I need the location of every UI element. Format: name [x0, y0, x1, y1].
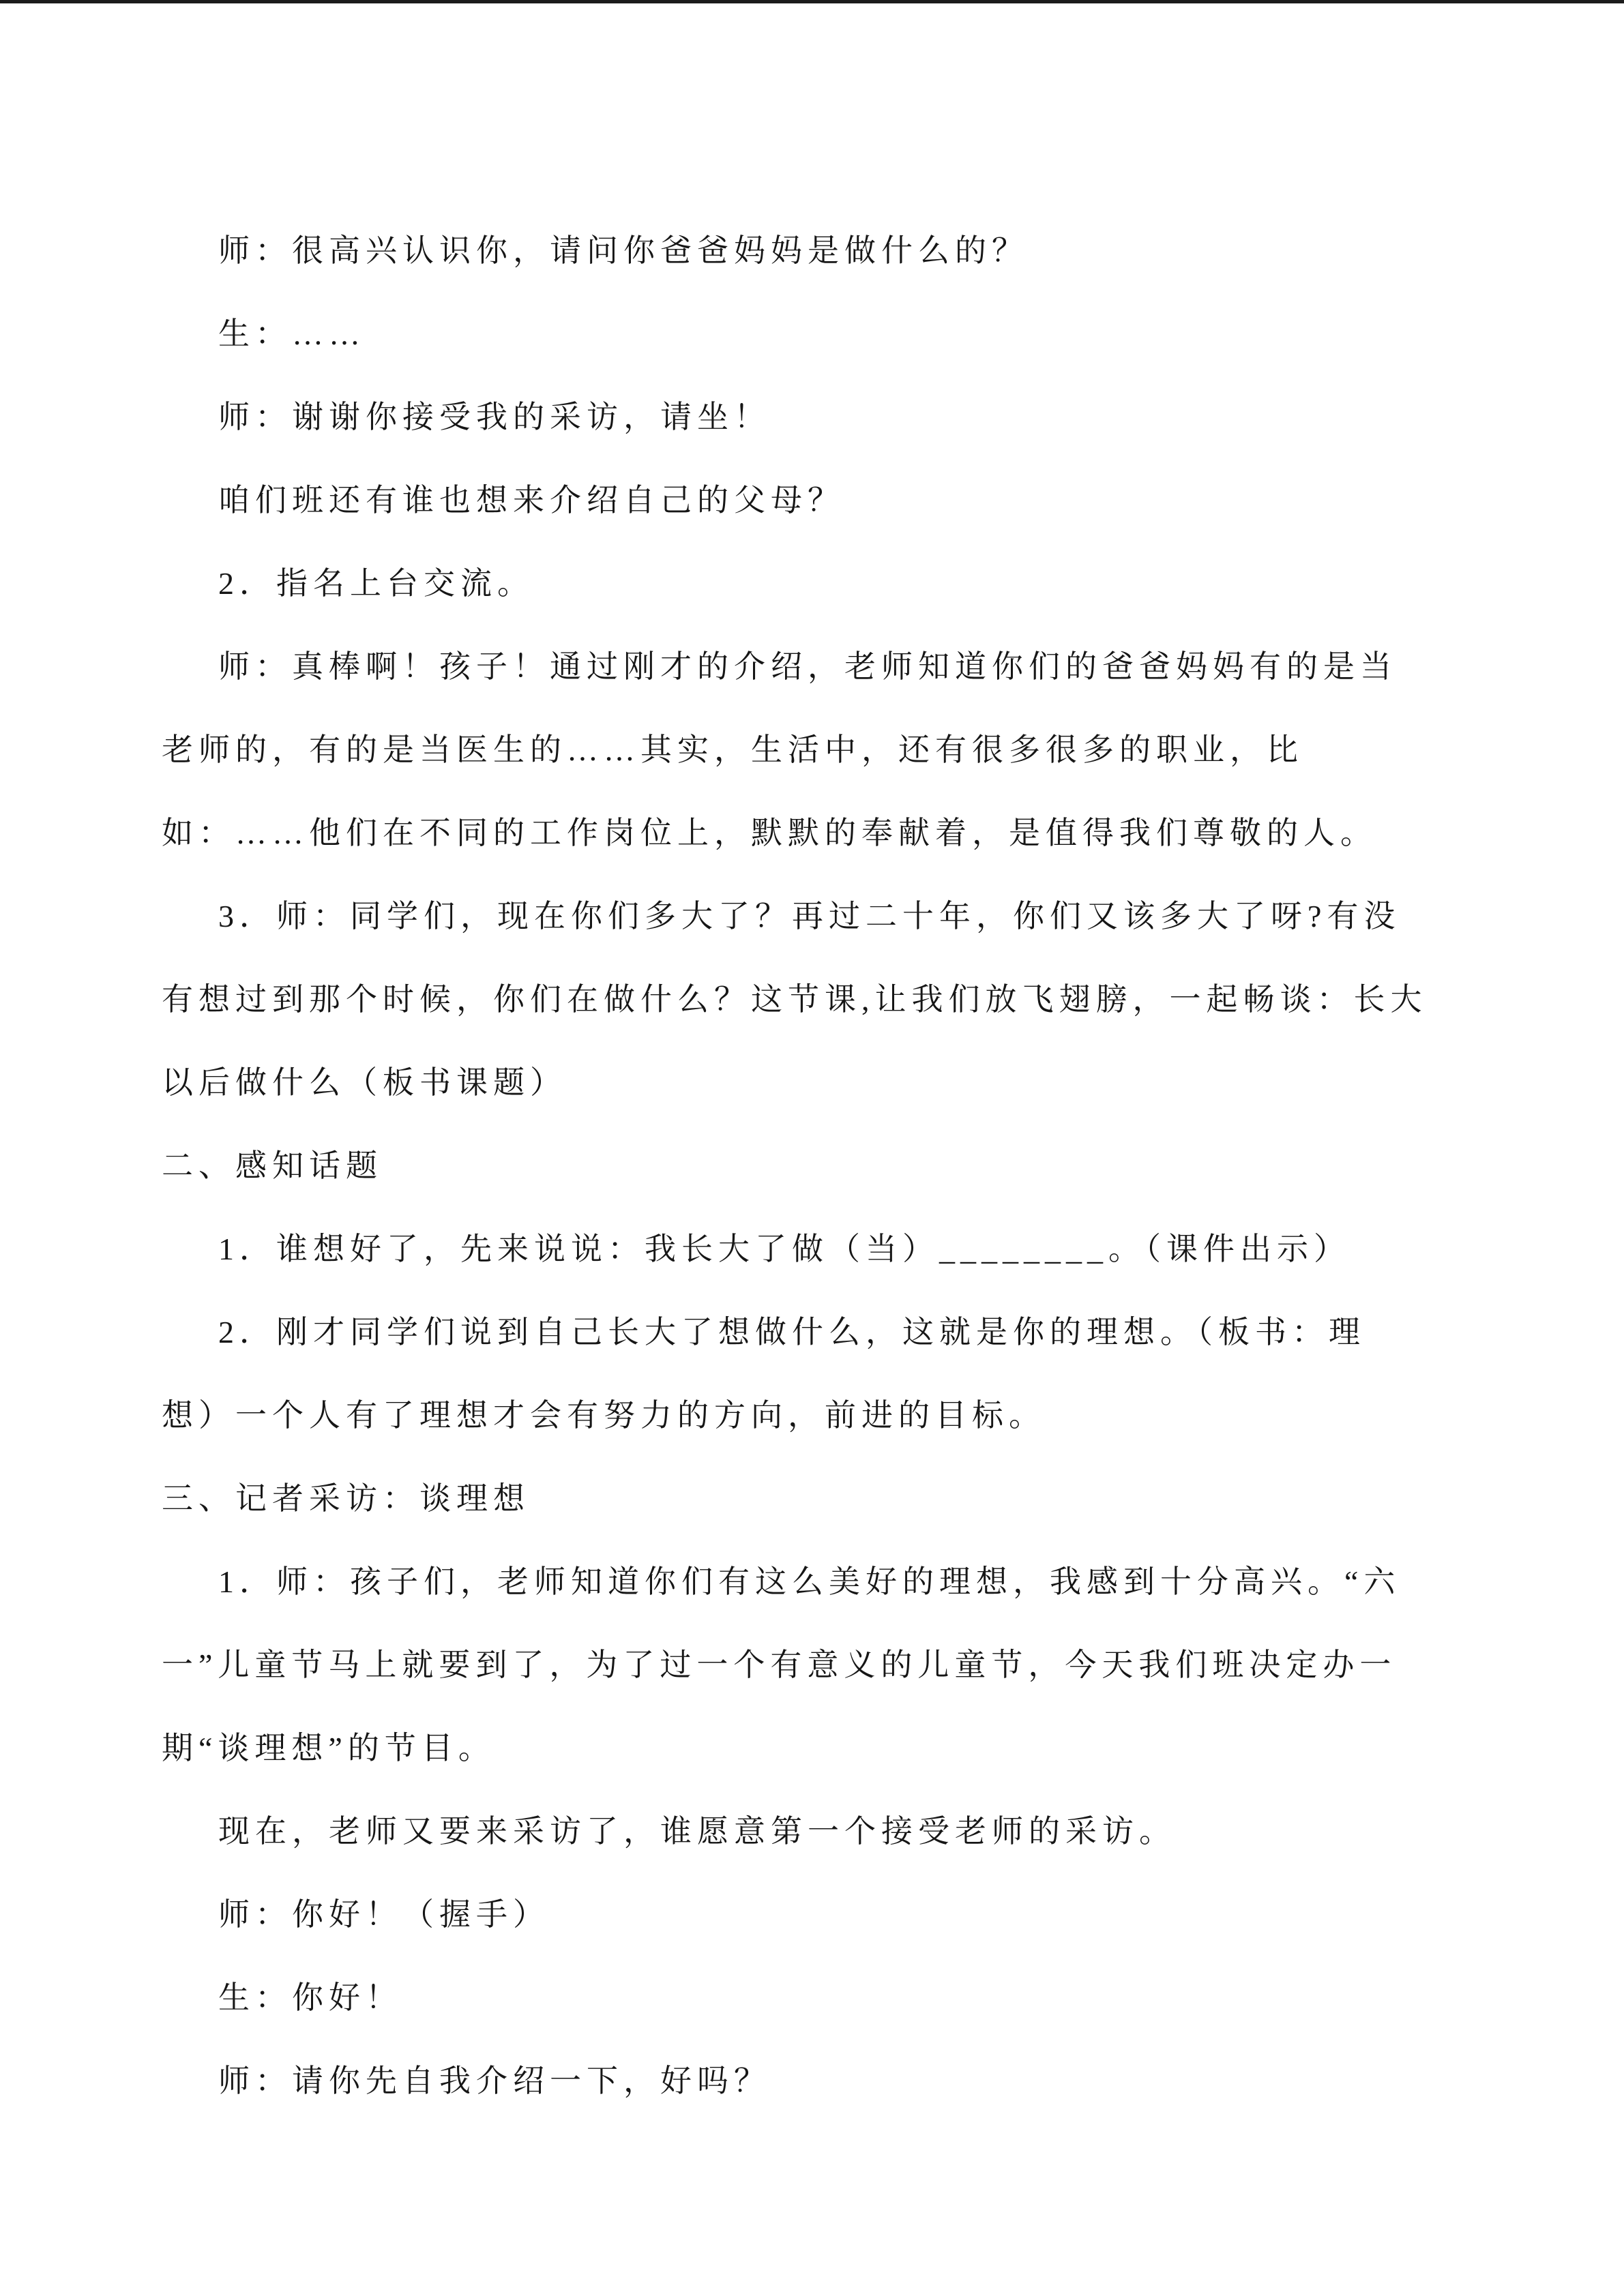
text-line: 二、感知话题 — [162, 1148, 383, 1183]
text-line: 现在，老师又要来采访了，谁愿意第一个接受老师的采访。 — [218, 1814, 1176, 1849]
text-line: 期“谈理想”的节目。 — [162, 1731, 495, 1765]
text-line: 老师的，有的是当医生的……其实，生活中，还有很多很多的职业，比 — [162, 732, 1303, 767]
text-line: 1．师：孩子们，老师知道你们有这么美好的理想，我感到十分高兴。“六 — [218, 1564, 1401, 1599]
text-line: 2．指名上台交流。 — [218, 566, 534, 601]
text-line: 2．刚才同学们说到自己长大了想做什么，这就是你的理想。（板书：理 — [218, 1315, 1365, 1350]
text-line: 咱们班还有谁也想来介绍自己的父母？ — [218, 483, 844, 518]
text-line: 3．师：同学们，现在你们多大了？再过二十年，你们又该多大了呀?有没 — [218, 899, 1401, 934]
text-line: 师：谢谢你接受我的采访，请坐！ — [218, 400, 771, 434]
lesson-plan-text — [162, 209, 1594, 2123]
text-line: 师：真棒啊！孩子！通过刚才的介绍，老师知道你们的爸爸妈妈有的是当 — [218, 649, 1397, 684]
text-line: 师：请你先自我介绍一下，好吗？ — [218, 2063, 771, 2098]
text-line: 三、记者采访：谈理想 — [162, 1481, 530, 1516]
text-line: 师：你好！（握手） — [218, 1897, 550, 1932]
text-line: 想）一个人有了理想才会有努力的方向，前进的目标。 — [162, 1398, 1046, 1433]
text-line: 1．谁想好了，先来说说：我长大了做（当）________。（课件出示） — [218, 1232, 1350, 1266]
text-line: 生：你好！ — [218, 1980, 402, 2015]
text-line: 师：很高兴认识你，请问你爸爸妈妈是做什么的？ — [218, 233, 1029, 268]
page-top-border — [0, 0, 1624, 3]
text-line: 生：…… — [218, 316, 366, 351]
text-line: 一”儿童节马上就要到了，为了过一个有意义的儿童节，今天我们班决定办一 — [162, 1648, 1397, 1682]
text-line: 如：……他们在不同的工作岗位上，默默的奉献着，是值得我们尊敬的人。 — [162, 816, 1377, 850]
text-line: 以后做什么（板书课题） — [162, 1065, 567, 1100]
text-line: 有想过到那个时候，你们在做什么？这节课,让我们放飞翅膀，一起畅谈：长大 — [162, 982, 1428, 1017]
